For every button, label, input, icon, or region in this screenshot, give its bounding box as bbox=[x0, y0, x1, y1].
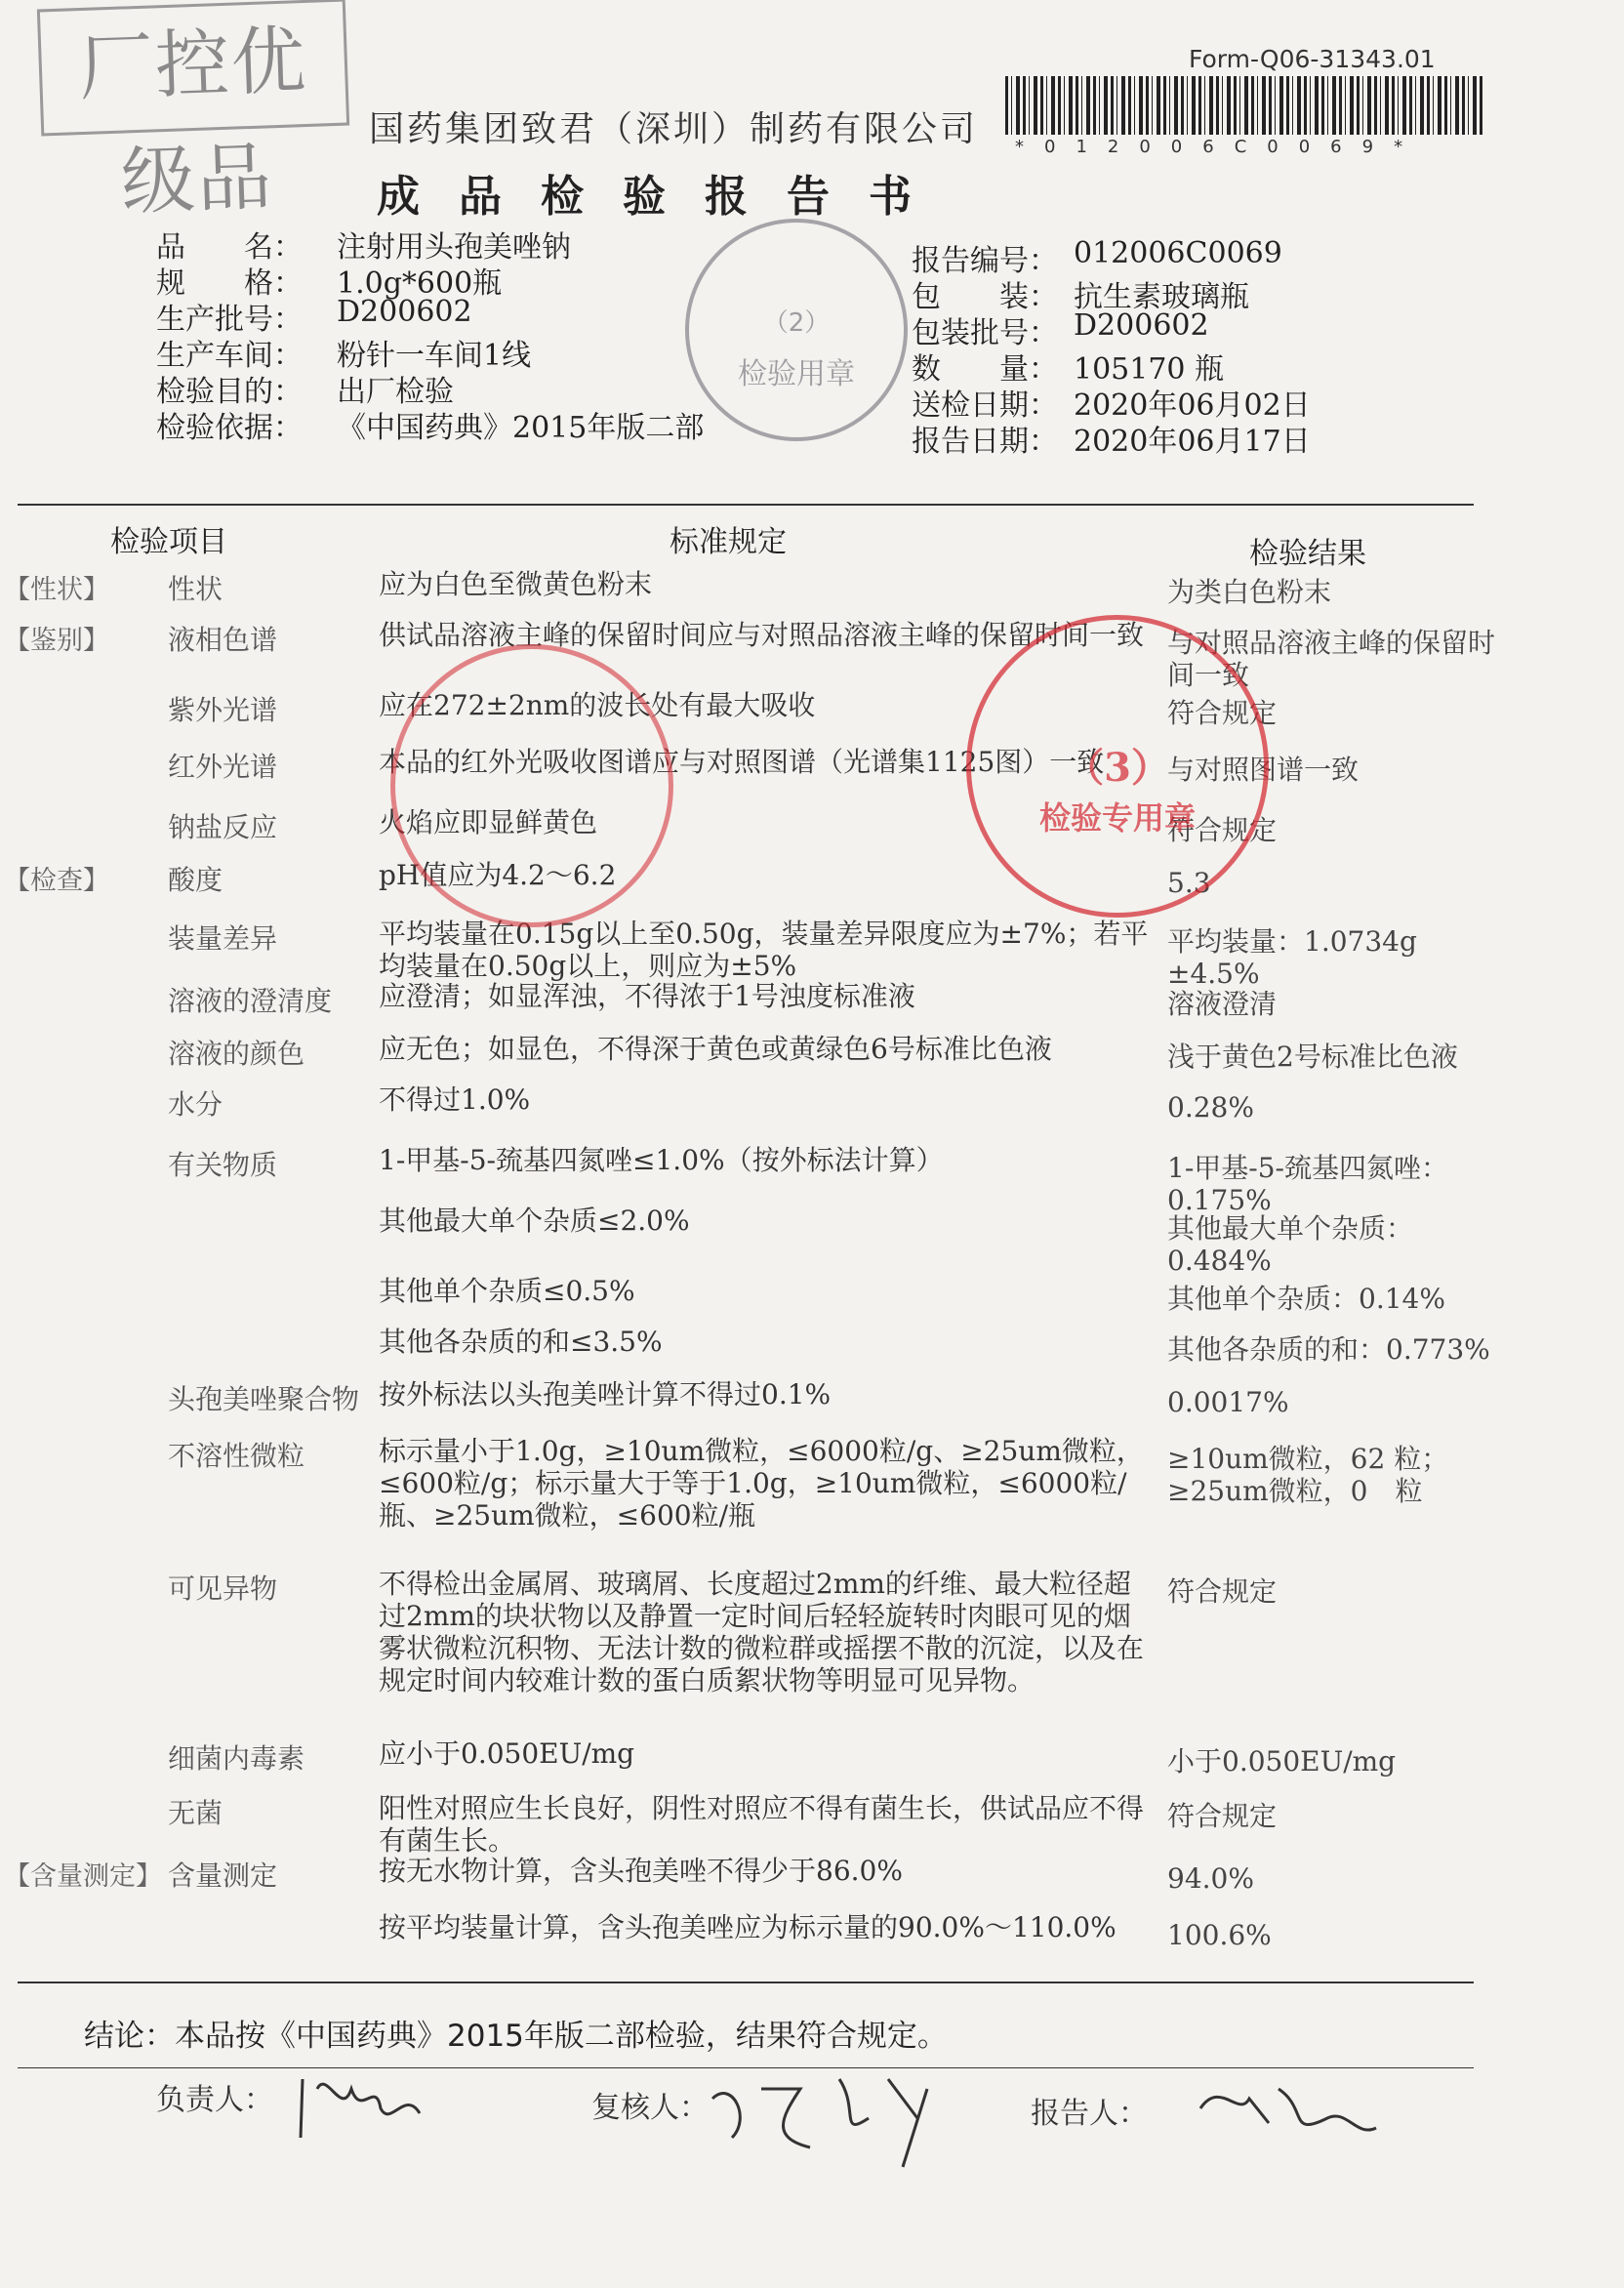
test-item: 不溶性微粒 bbox=[168, 1440, 305, 1472]
header-right-value: 105170 瓶 bbox=[1074, 352, 1225, 387]
result-text: 浅于黄色2号标准比色液 bbox=[1167, 1041, 1458, 1073]
result-text: 符合规定 bbox=[1167, 697, 1278, 729]
standard-text: 不得过1.0% bbox=[379, 1083, 531, 1116]
header-right-value: 012006C0069 bbox=[1074, 236, 1282, 270]
standard-text: 供试品溶液主峰的保留时间应与对照品溶液主峰的保留时间一致 bbox=[379, 619, 1145, 651]
result-text: 0.0017% bbox=[1167, 1386, 1289, 1418]
result-text: 1-甲基-5-巯基四氮唑：0.175% bbox=[1167, 1152, 1449, 1216]
standard-text: 其他最大单个杂质≤2.0% bbox=[379, 1205, 690, 1237]
test-item: 性状 bbox=[168, 573, 223, 605]
barcode-text: *012006C0069* bbox=[1015, 137, 1424, 157]
header-right-value: 2020年06月02日 bbox=[1074, 388, 1311, 423]
standard-text: 其他单个杂质≤0.5% bbox=[379, 1275, 635, 1307]
result-text: 为类白色粉末 bbox=[1167, 576, 1332, 608]
result-text: 符合规定 bbox=[1167, 814, 1278, 846]
test-item: 可见异物 bbox=[168, 1573, 278, 1605]
test-item: 红外光谱 bbox=[168, 751, 278, 783]
standard-text: pH值应为4.2～6.2 bbox=[379, 859, 617, 891]
standard-text: 火焰应即显鲜黄色 bbox=[379, 806, 598, 838]
inspection-seal-red bbox=[966, 615, 1269, 918]
test-item: 有关物质 bbox=[168, 1149, 278, 1181]
header-left-value: D200602 bbox=[337, 295, 472, 329]
test-item: 细菌内毒素 bbox=[168, 1742, 305, 1775]
result-text: ≥10um微粒，62 粒；≥25um微粒，0 粒 bbox=[1167, 1443, 1449, 1507]
seal-number: （3） bbox=[1065, 745, 1170, 791]
header-right-value: D200602 bbox=[1074, 308, 1209, 343]
test-item: 头孢美唑聚合物 bbox=[168, 1383, 360, 1415]
reporter-signature bbox=[1191, 2069, 1386, 2147]
header-right-label: 数 量： bbox=[912, 352, 1058, 387]
test-item: 钠盐反应 bbox=[168, 811, 278, 843]
test-item: 无菌 bbox=[168, 1797, 223, 1829]
seal-text: 检验用章 bbox=[738, 357, 855, 391]
result-text: 其他最大单个杂质：0.484% bbox=[1167, 1212, 1414, 1277]
result-text: 平均装量：1.0734g ±4.5% bbox=[1167, 925, 1417, 990]
standard-text: 平均装量在0.15g以上至0.50g，装量差异限度应为±7%；若平均装量在0.50g以上，则应为±5% bbox=[379, 918, 1149, 982]
header-left-label: 品 名： bbox=[156, 230, 303, 265]
standard-text: 标示量小于1.0g，≥10um微粒，≤6000粒/g、≥25um微粒，≤600粒/g；标示量大于等于1.0g，≥10um微粒，≤6000粒/瓶、≥25um微粒，≤600粒/瓶 bbox=[379, 1435, 1144, 1532]
category-label: 【检查】 bbox=[4, 866, 109, 896]
inspection-seal-grey bbox=[685, 219, 908, 441]
result-text: 其他各杂质的和：0.773% bbox=[1167, 1333, 1490, 1366]
result-text: 溶液澄清 bbox=[1167, 988, 1278, 1020]
header-left-label: 生产批号： bbox=[156, 303, 303, 337]
col-header-item: 检验项目 bbox=[110, 525, 227, 559]
header-right-label: 送检日期： bbox=[912, 388, 1058, 423]
category-label: 【鉴别】 bbox=[4, 626, 109, 656]
header-left-label: 规 格： bbox=[156, 266, 303, 301]
header-left-label: 检验目的： bbox=[156, 375, 303, 409]
standard-text: 其他各杂质的和≤3.5% bbox=[379, 1326, 663, 1358]
standard-text: 应无色；如显色，不得深于黄色或黄绿色6号标准比色液 bbox=[379, 1033, 1052, 1065]
conclusion: 结论：本品按《中国药典》2015年版二部检验，结果符合规定。 bbox=[84, 2019, 948, 2054]
responsible-signature bbox=[283, 2060, 439, 2147]
header-left-value: 《中国药典》2015年版二部 bbox=[337, 411, 705, 445]
test-item: 酸度 bbox=[168, 864, 223, 896]
result-text: 与对照品溶液主峰的保留时间一致 bbox=[1167, 627, 1496, 691]
result-text: 小于0.050EU/mg bbox=[1167, 1745, 1397, 1777]
result-text: 5.3 bbox=[1167, 867, 1211, 899]
header-right-label: 报告日期： bbox=[912, 425, 1058, 459]
standard-text: 按平均装量计算，含头孢美唑应为标示量的90.0%～110.0% bbox=[379, 1911, 1116, 1943]
standard-text: 按外标法以头孢美唑计算不得过0.1% bbox=[379, 1378, 832, 1410]
result-text: 与对照图谱一致 bbox=[1167, 754, 1360, 786]
reviewer-signature bbox=[693, 2060, 956, 2177]
standard-text: 应小于0.050EU/mg bbox=[379, 1737, 635, 1770]
seal-number: （2） bbox=[762, 308, 831, 338]
standard-text: 应为白色至微黄色粉末 bbox=[379, 568, 653, 600]
divider-bottom bbox=[18, 1982, 1474, 1983]
responsible-label: 负责人： bbox=[156, 2083, 273, 2117]
company-seal-red bbox=[390, 644, 673, 927]
col-header-standard: 标准规定 bbox=[670, 525, 787, 559]
result-text: 0.28% bbox=[1167, 1091, 1254, 1124]
factory-grade-stamp: 厂控优级品 bbox=[37, 0, 349, 136]
header-left-value: 注射用头孢美唑钠 bbox=[337, 230, 571, 265]
page-title: 成品检验报告书 bbox=[377, 172, 951, 222]
standard-text: 按无水物计算，含头孢美唑不得少于86.0% bbox=[379, 1855, 903, 1887]
header-right-label: 包装批号： bbox=[912, 316, 1058, 350]
header-left-value: 出厂检验 bbox=[337, 375, 454, 409]
header-right-value: 2020年06月17日 bbox=[1074, 425, 1311, 459]
reporter-label: 报告人： bbox=[1031, 2097, 1148, 2131]
header-left-label: 生产车间： bbox=[156, 339, 303, 373]
standard-text: 应澄清；如显浑浊，不得浓于1号浊度标准液 bbox=[379, 980, 915, 1012]
header-left-value: 粉针一车间1线 bbox=[337, 339, 532, 373]
test-item: 液相色谱 bbox=[168, 624, 278, 656]
barcode bbox=[1005, 76, 1483, 135]
reviewer-label: 复核人： bbox=[591, 2091, 709, 2125]
col-header-result: 检验结果 bbox=[1249, 537, 1366, 571]
test-item: 含量测定 bbox=[168, 1859, 278, 1892]
company-name: 国药集团致君（深圳）制药有限公司 bbox=[369, 109, 979, 149]
standard-text: 应在272±2nm的波长处有最大吸收 bbox=[379, 689, 816, 721]
header-left-label: 检验依据： bbox=[156, 411, 303, 445]
standard-text: 1-甲基-5-巯基四氮唑≤1.0%（按外标法计算） bbox=[379, 1144, 944, 1176]
test-item: 水分 bbox=[168, 1088, 223, 1121]
test-item: 溶液的澄清度 bbox=[168, 985, 333, 1017]
standard-text: 阳性对照应生长良好，阴性对照应不得有菌生长，供试品应不得有菌生长。 bbox=[379, 1792, 1145, 1857]
header-left-value: 1.0g*600瓶 bbox=[337, 266, 503, 301]
header-right-label: 报告编号： bbox=[912, 244, 1058, 278]
divider-top bbox=[18, 504, 1474, 506]
test-item: 装量差异 bbox=[168, 922, 278, 955]
result-text: 其他单个杂质：0.14% bbox=[1167, 1283, 1445, 1315]
seal-text: 检验专用章 bbox=[1038, 799, 1196, 837]
test-item: 溶液的颜色 bbox=[168, 1038, 305, 1070]
result-text: 符合规定 bbox=[1167, 1800, 1278, 1832]
category-label: 【性状】 bbox=[4, 575, 109, 605]
result-text: 100.6% bbox=[1167, 1919, 1272, 1951]
result-text: 94.0% bbox=[1167, 1862, 1254, 1895]
form-id: Form-Q06-31343.01 bbox=[1189, 45, 1436, 73]
standard-text: 本品的红外光吸收图谱应与对照图谱（光谱集1125图）一致 bbox=[379, 746, 1105, 778]
standard-text: 不得检出金属屑、玻璃屑、长度超过2mm的纤维、最大粒径超过2mm的块状物以及静置一定时间后轻轻旋转时肉眼可见的烟雾状微粒沉积物、无法计数的微粒群或摇摆不散的沉淀，以及在规定时间内较难计数的蛋白质絮状物等明显可见异物。 bbox=[379, 1568, 1145, 1696]
category-label: 【含量测定】 bbox=[4, 1861, 162, 1892]
test-item: 紫外光谱 bbox=[168, 694, 278, 726]
header-right-label: 包 装： bbox=[912, 280, 1058, 314]
result-text: 符合规定 bbox=[1167, 1575, 1278, 1608]
header-right-value: 抗生素玻璃瓶 bbox=[1074, 280, 1249, 314]
